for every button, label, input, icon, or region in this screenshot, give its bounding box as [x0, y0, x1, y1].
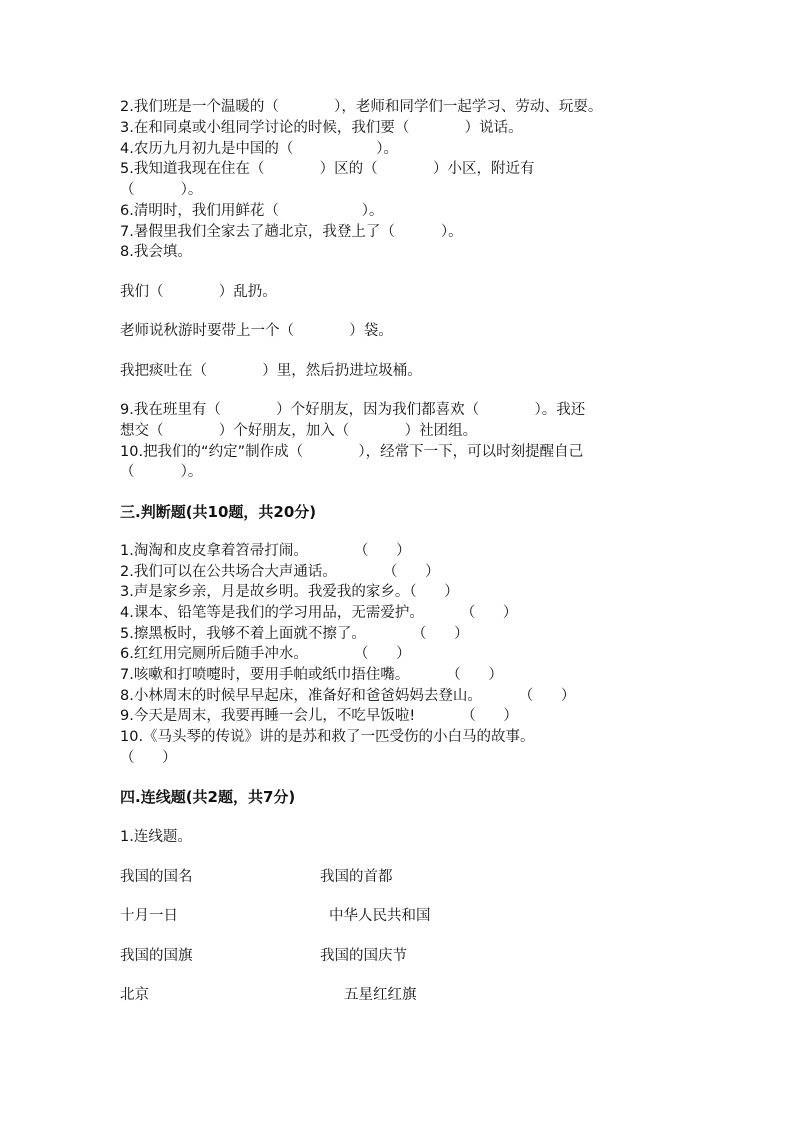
section-4-heading: 四.连线题(共2题，共7分)	[120, 788, 296, 806]
tf-item-8: 8.小林周末的时候早早起床，准备好和爸爸妈妈去登山。 （ ）	[120, 688, 576, 704]
fill-item-9: 9.我在班里有（ ）个好朋友，因为我们都喜欢（ ）。我还	[120, 402, 586, 418]
matching-question: 1.连线题。	[120, 829, 192, 845]
match-left-2: 十月一日	[120, 908, 178, 924]
fill-item-5: 5.我知道我现在住在（ ）区的（ ）小区，附近有	[120, 161, 535, 177]
tf-item-3: 3.声是家乡亲，月是故乡明。我爱我的家乡。（ ）	[120, 584, 459, 600]
tf-item-2: 2.我们可以在公共场合大声通话。 （ ）	[120, 564, 440, 580]
match-right-4: 五星红红旗	[344, 987, 417, 1003]
section-3-heading: 三.判断题(共10题，共20分)	[120, 503, 317, 521]
fill-item-8: 8.我会填。	[120, 244, 192, 260]
tf-item-7: 7.咳嗽和打喷嚏时，要用手帕或纸巾捂住嘴。 （ ）	[120, 667, 503, 683]
fill-sub-item-1: 我们（ ）乱扔。	[120, 284, 277, 300]
tf-item-10: 10.《马头琴的传说》讲的是苏和救了一匹受伤的小白马的故事。	[120, 729, 535, 745]
match-left-3: 我国的国旗	[120, 948, 193, 964]
tf-item-4: 4.课本、铅笔等是我们的学习用品，无需爱护。 （ ）	[120, 605, 518, 621]
tf-item-10-answer: （ ）	[120, 750, 177, 766]
fill-sub-item-3: 我把痰吐在（ ）里，然后扔进垃圾桶。	[120, 363, 422, 379]
fill-item-9-cont: 想交（ ）个好朋友，加入（ ）社团组。	[120, 423, 478, 439]
fill-item-6: 6.清明时，我们用鲜花（ ）。	[120, 203, 384, 219]
fill-sub-item-2: 老师说秋游时要带上一个（ ）袋。	[120, 323, 393, 339]
tf-item-9: 9.今天是周末，我要再睡一会儿，不吃早饭啦! （ ）	[120, 708, 518, 724]
match-left-4: 北京	[120, 987, 149, 1003]
fill-item-10-cont: （ ）。	[120, 464, 203, 480]
match-right-2: 中华人民共和国	[329, 908, 431, 924]
tf-item-5: 5.擦黑板时，我够不着上面就不擦了。 （ ）	[120, 626, 469, 642]
match-right-1: 我国的首都	[320, 869, 393, 885]
fill-item-10: 10.把我们的“约定”制作成（ ），经常下一下，可以时刻提醒自己	[120, 444, 584, 460]
fill-item-4: 4.农历九月初九是中国的（ ）。	[120, 141, 399, 157]
match-left-1: 我国的国名	[120, 869, 193, 885]
fill-item-3: 3.在和同桌或小组同学讨论的时候，我们要（ ）说话。	[120, 120, 523, 136]
fill-item-5-cont: （ ）。	[120, 182, 203, 198]
fill-item-7: 7.暑假里我们全家去了趟北京，我登上了（ ）。	[120, 224, 463, 240]
tf-item-1: 1.淘淘和皮皮拿着笤帚打闹。 （ ）	[120, 543, 411, 559]
match-right-3: 我国的国庆节	[320, 948, 407, 964]
fill-item-2: 2.我们班是一个温暖的（ ），老师和同学们一起学习、劳动、玩耍。	[120, 99, 603, 115]
tf-item-6: 6.红红用完厕所后随手冲水。 （ ）	[120, 646, 411, 662]
